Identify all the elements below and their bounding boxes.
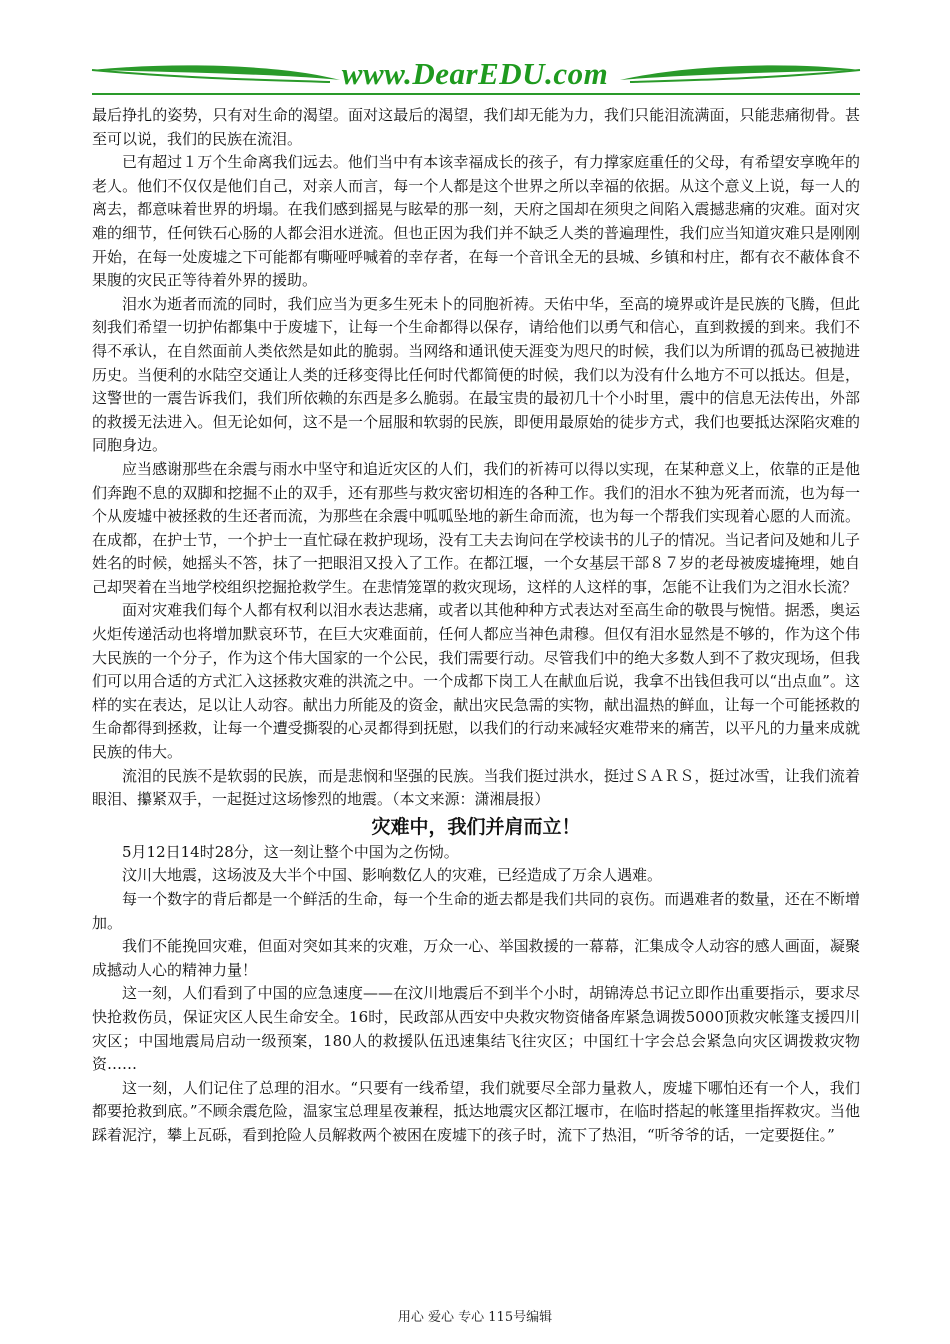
paragraph: 这一刻，人们看到了中国的应急速度——在汶川地震后不到半个小时，胡锦涛总书记立即作出重要指示，要求尽快抢救伤员，保证灾区人民生命安全。16时，民政部从西安中央救灾物资储备库紧急调拨5000顶救灾帐篷支援四川灾区；中国地震局启动一级预案，180人的救援队伍迅速集结飞往灾区；中国红十字会总会紧急向灾区调拨救灾物资…… <box>92 984 860 1074</box>
paragraph: 最后挣扎的姿势，只有对生命的渴望。面对这最后的渴望，我们却无能为力，我们只能泪流满面，只能悲痛彻骨。甚至可以说，我们的民族在流泪。 <box>92 106 860 148</box>
paragraph: 汶川大地震，这场波及大半个中国、影响数亿人的灾难，已经造成了万余人遇难。 <box>122 866 663 885</box>
paragraph: 已有超过１万个生命离我们远去。他们当中有本该幸福成长的孩子，有力撑家庭重任的父母，有希望安享晚年的老人。他们不仅仅是他们自己，对亲人而言，每一个人都是这个世界之所以幸福的依据。从这个意义上说，每一人的离去，都意味着世界的坍塌。在我们感到摇晃与眩晕的那一刻，天府之国却在须臾之间陷入震撼悲痛的灾难。面对灾难的细节，任何铁石心肠的人都会泪水迸流。但也正因为我们并不缺乏人类的普遍理性，我们应当知道灾难只是刚刚开始，在每一处废墟之下可能都有嘶哑呼喊着的幸存者，在每一个音讯全无的县城、乡镇和村庄，都有衣不蔽体食不果腹的灾民正等待着外界的援助。 <box>92 153 860 290</box>
site-header <box>0 56 950 104</box>
page-footer: 用心 爱心 专心 115号编辑 <box>397 1310 553 1325</box>
paragraph: 应当感谢那些在余震与雨水中坚守和追近灾区的人们，我们的祈祷可以得以实现，在某种意义上，依靠的正是他们奔跑不息的双脚和挖掘不止的双手，还有那些与救灾密切相连的各种工作。我们的泪水不独为死者而流，也为每一个从废墟中被拯救的生还者而流，为那些在余震中呱呱坠地的新生命而流，也为每一个帮我们实现着心愿的人而流。在成都，在护士节，一个护士一直忙碌在救护现场，没有工夫去询问在学校读书的儿子的情况。当记者问及她和儿子姓名的时候，她摇头不答，抹了一把眼泪又投入了工作。在都江堰，一个女基层干部８７岁的老母被废墟掩埋，她自己却哭着在当地学校组织挖掘抢救学生。在悲情笼罩的救灾现场，这样的人这样的事，怎能不让我们为之泪水长流？ <box>92 459 860 596</box>
paragraph: 5月12日14时28分，这一刻让整个中国为之伤恸。 <box>122 842 459 861</box>
paragraph: 每一个数字的背后都是一个鲜活的生命，每一个生命的逝去都是我们共同的哀伤。而遇难者的数量，还在不断增加。 <box>92 890 860 932</box>
paragraph: 泪水为逝者而流的同时，我们应当为更多生死未卜的同胞祈祷。天佑中华，至高的境界或许是民族的飞腾，但此刻我们希望一切护佑都集中于废墟下，让每一个生命都得以保存，请给他们以勇气和信心，直到救援的到来。我们不得不承认，在自然面前人类依然是如此的脆弱。当网络和通讯使天涯变为咫尺的时候，我们以为所谓的孤岛已被抛进历史。当便利的水陆空交通让人类的迁移变得比任何时代都简便的时候，我们以为没有什么地方不可以抵达。但是，这警世的一震告诉我们，我们所依赖的东西是多么脆弱。在最宝贵的最初几十个小时里，震中的信息无法传出，外部的救援无法进入。但无论如何，这不是一个屈服和软弱的民族，即便用最原始的徒步方式，我们也要抵达深陷灾难的同胞身边。 <box>92 294 860 455</box>
paragraph: 流泪的民族不是软弱的民族，而是悲悯和坚强的民族。当我们挺过洪水，挺过ＳＡＲＳ，挺过冰雪，让我们流着眼泪、攥紧双手，一起挺过这场惨烈的地震。（本文来源：潇湘晨报） <box>92 766 860 809</box>
paragraph: 这一刻，人们记住了总理的泪水。“只要有一线希望，我们就要尽全部力量救人，废墟下哪怕还有一个人，我们都要抢救到底。”不顾余震危险，温家宝总理星夜兼程，抵达地震灾区都江堰市，在临时搭起的帐篷里指挥救灾。当他踩着泥泞，攀上瓦砾，看到抢险人员解救两个被困在废墟下的孩子时，流下了热泪，“听爷爷的话，一定要挺住。” <box>92 1078 860 1144</box>
article-body <box>92 104 860 1148</box>
paragraph: 我们不能挽回灾难，但面对突如其来的灾难，万众一心、举国救援的一幕幕，汇集成令人动容的感人画面，凝聚成撼动人心的精神力量！ <box>92 937 860 979</box>
paragraph: 面对灾难我们每个人都有权利以泪水表达悲痛，或者以其他种种方式表达对至高生命的敬畏与惋惜。据悉，奥运火炬传递活动也将增加默哀环节，在巨大灾难面前，任何人都应当神色肃穆。但仅有泪水显然是不够的，作为这个伟大民族的一个分子，作为这个伟大国家的一个公民，我们需要行动。尽管我们中的绝大多数人到不了救灾现场，但我们可以用合适的方式汇入这拯救灾难的洪流之中。一个成都下岗工人在献血后说，我拿不出钱但我可以“出点血”。这样的实在表达，足以让人动容。献出力所能及的资金，献出灾民急需的实物，献出温热的鲜血，让每一个可能拯救的生命都得到拯救，让每一个遭受撕裂的心灵都得到抚慰，以我们的行动来减轻灾难带来的痛苦，以平凡的力量来成就民族的伟大。 <box>92 601 860 762</box>
site-logo-text[interactable]: www.DearEDU.com <box>341 56 609 91</box>
section-title: 灾难中，我们并肩而立！ <box>371 815 581 838</box>
